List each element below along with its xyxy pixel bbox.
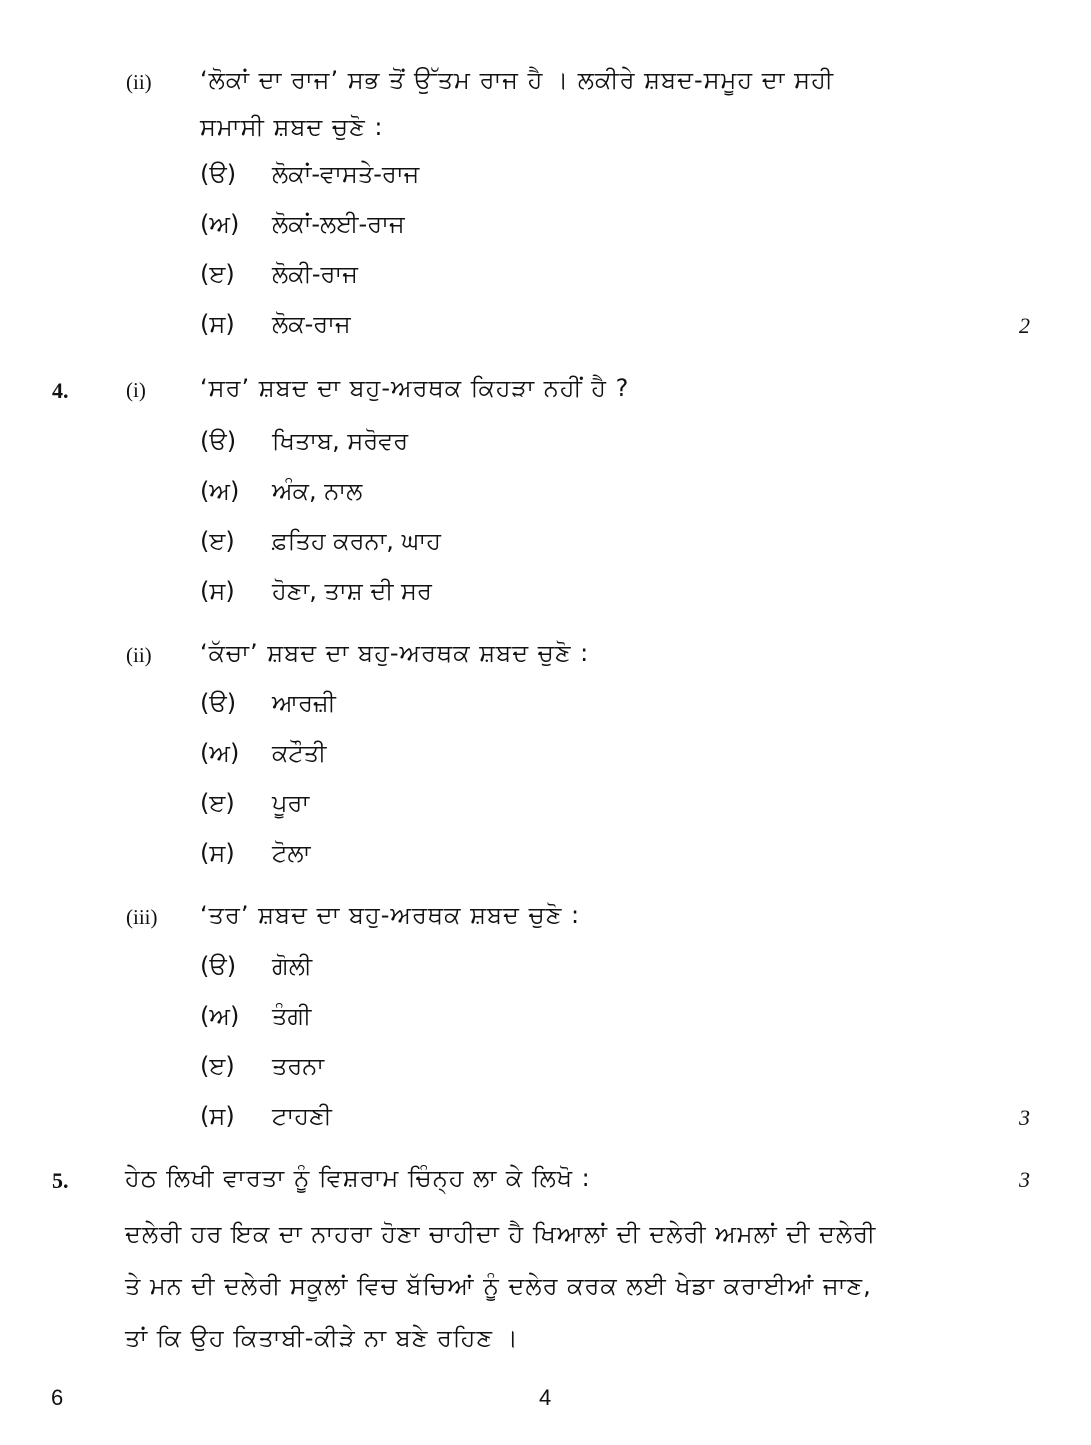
option-label: (ਅ) (200, 477, 240, 505)
option-text: ਲੋਕੀ-ਰਾਜ (272, 260, 358, 288)
option-label: (ੲ) (200, 527, 235, 555)
q4-ii-option-3 (200, 789, 309, 817)
q4-sub-iii-question: ‘ਤਰ’ ਸ਼ਬਦ ਦਾ ਬਹੁ-ਅਰਥਕ ਸ਼ਬਦ ਚੁਣੋ : (200, 901, 581, 929)
q4-i-option-4 (200, 577, 432, 605)
option-text: ਤੰਗੀ (272, 1002, 312, 1030)
option-label: (ਸ) (200, 577, 235, 605)
q4-iii-option-3 (200, 1052, 324, 1080)
option-text: ਕਟੌਤੀ (272, 739, 327, 767)
option-label: (ਅ) (200, 1002, 240, 1030)
option-text: ਲੋਕ-ਰਾਜ (272, 310, 351, 338)
option-label: (ਸ) (200, 310, 235, 338)
q4-marks: 3 (1019, 1105, 1030, 1130)
option-text: ਲੋਕਾਂ-ਲਈ-ਰਾਜ (272, 210, 405, 238)
q4-number: 4. (52, 378, 69, 403)
q5-passage-line-1: ਦਲੇਰੀ ਹਰ ਇਕ ਦਾ ਨਾਹਰਾ ਹੋਣਾ ਚਾਹੀਦਾ ਹੈ ਖਿਆਲਾਂ ਦੀ ਦਲੇਰੀ ਅਮਲਾਂ ਦੀ ਦਲੇਰੀ (125, 1220, 877, 1248)
option-label: (ੳ) (200, 689, 237, 717)
q3-marks: 2 (1019, 313, 1030, 338)
option-label: (ੲ) (200, 789, 235, 817)
q4-ii-option-4 (200, 839, 310, 867)
q4-sub-iii-label: (iii) (126, 905, 158, 929)
option-text: ਟੋਲਾ (272, 839, 311, 867)
q4-ii-option-2 (200, 739, 326, 767)
q3-sub-ii-label: (ii) (126, 70, 152, 94)
option-label: (ਸ) (200, 839, 235, 867)
option-label: (ੳ) (200, 952, 237, 980)
footer-code: 6 (51, 1385, 64, 1410)
option-text: ਹੋਣਾ, ਤਾਸ਼ ਦੀ ਸਰ (272, 577, 432, 605)
option-text: ਖਿਤਾਬ, ਸਰੋਵਰ (272, 427, 409, 455)
q4-iii-option-1 (200, 952, 312, 980)
option-text: ਟਾਹਣੀ (272, 1102, 332, 1130)
option-label: (ੲ) (200, 1052, 235, 1080)
option-text: ਪੂਰਾ (272, 789, 310, 817)
option-label: (ਅ) (200, 739, 240, 767)
q4-iii-option-4 (200, 1102, 332, 1130)
q5-question: ਹੇਠ ਲਿਖੀ ਵਾਰਤਾ ਨੂੰ ਵਿਸ਼ਰਾਮ ਚਿੰਨ੍ਹ ਲਾ ਕੇ ਲਿਖੋ : (125, 1164, 591, 1192)
q3-sub-ii-line2: ਸਮਾਸੀ ਸ਼ਬਦ ਚੁਣੋ : (200, 113, 384, 141)
page-number: 4 (539, 1385, 552, 1410)
q4-i-option-1 (200, 427, 408, 455)
q4-i-option-2 (200, 477, 362, 505)
option-text: ਅੰਕ, ਨਾਲ (272, 477, 363, 505)
option-label: (ੳ) (200, 160, 237, 188)
q3-ii-option-2 (200, 210, 405, 238)
q3-ii-option-1 (200, 160, 419, 188)
q4-sub-i-label: (i) (126, 378, 146, 402)
option-text: ਲੋਕਾਂ-ਵਾਸਤੇ-ਰਾਜ (272, 160, 420, 188)
option-label: (ਅ) (200, 210, 240, 238)
q5-marks: 3 (1019, 1167, 1030, 1192)
option-text: ਤਰਨਾ (272, 1052, 325, 1080)
q5-passage-line-2: ਤੇ ਮਨ ਦੀ ਦਲੇਰੀ ਸਕੂਲਾਂ ਵਿਚ ਬੱਚਿਆਂ ਨੂੰ ਦਲੇਰ ਕਰਕ ਲਈ ਖੇਡਾ ਕਰਾਈਆਂ ਜਾਣ, (125, 1272, 872, 1300)
q4-sub-i-question: ‘ਸਰ’ ਸ਼ਬਦ ਦਾ ਬਹੁ-ਅਰਥਕ ਕਿਹੜਾ ਨਹੀਂ ਹੈ ? (200, 374, 630, 402)
q3-sub-ii-line1: ‘ਲੋਕਾਂ ਦਾ ਰਾਜ’ ਸਭ ਤੋਂ ਉੱਤਮ ਰਾਜ ਹੈ । ਲਕੀਰੇ ਸ਼ਬਦ-ਸਮੂਹ ਦਾ ਸਹੀ (200, 66, 835, 94)
option-label: (ੳ) (200, 427, 237, 455)
q4-sub-ii-label: (ii) (126, 643, 152, 667)
option-label: (ੲ) (200, 260, 235, 288)
option-label: (ਸ) (200, 1102, 235, 1130)
q4-i-option-3 (200, 527, 441, 555)
q4-iii-option-2 (200, 1002, 311, 1030)
option-text: ਗੋਲੀ (272, 952, 313, 980)
q5-passage-line-3: ਤਾਂ ਕਿ ਉਹ ਕਿਤਾਬੀ-ਕੀੜੇ ਨਾ ਬਣੇ ਰਹਿਣ । (125, 1324, 519, 1352)
q4-sub-ii-question: ‘ਕੱਚਾ’ ਸ਼ਬਦ ਦਾ ਬਹੁ-ਅਰਥਕ ਸ਼ਬਦ ਚੁਣੋ : (200, 639, 590, 667)
q5-number: 5. (52, 1168, 69, 1193)
q4-ii-option-1 (200, 689, 336, 717)
q3-ii-option-4 (200, 310, 351, 338)
q3-ii-option-3 (200, 260, 358, 288)
option-text: ਆਰਜ਼ੀ (272, 689, 336, 717)
option-text: ਫ਼ਤਿਹ ਕਰਨਾ, ਘਾਹ (272, 527, 442, 555)
